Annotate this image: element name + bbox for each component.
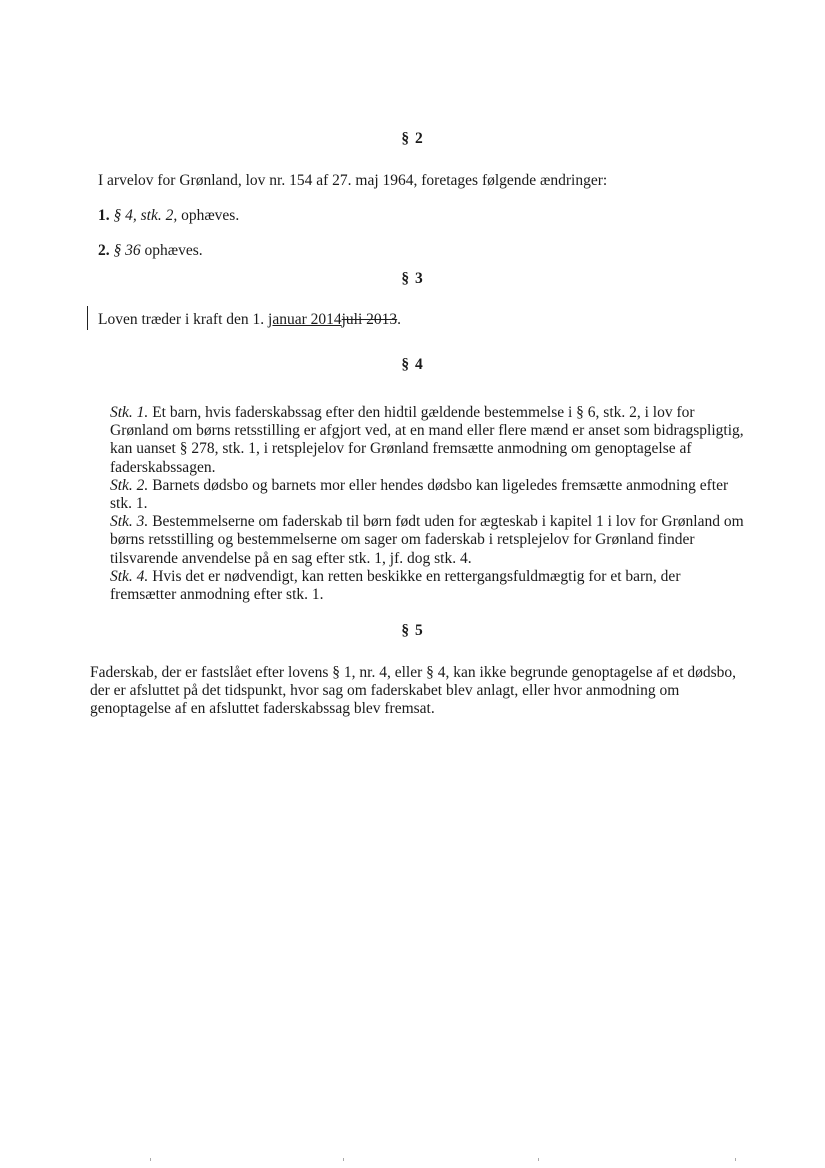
section-2-heading: § 2 [401, 130, 424, 147]
scan-artifact [735, 1158, 736, 1161]
stk-4-label: Stk. 4. [110, 567, 149, 585]
item-2-reference: § 36 [113, 242, 141, 259]
stk-2-label: Stk. 2. [110, 476, 149, 494]
item-2-text: ophæves. [140, 242, 203, 259]
stk-2-text: Barnets dødsbo og barnets mor eller hendes dødsbo kan ligeledes fremsætte anmodning efter stk. 1. [110, 476, 729, 513]
item-2-number: 2. [98, 242, 110, 259]
section-3-text-after: . [397, 311, 402, 328]
item-1-number: 1. [98, 207, 110, 224]
stk-1-label: Stk. 1. [110, 404, 149, 421]
amendment-item-2 [98, 242, 203, 260]
stk-4-paragraph [90, 568, 750, 604]
stk-1-paragraph [90, 404, 750, 477]
change-marker-bar [87, 306, 88, 330]
section-4-body [90, 404, 750, 604]
section-3-text [98, 311, 401, 329]
section-5-body [90, 664, 750, 719]
section-5-heading: § 5 [401, 622, 424, 639]
stk-3-label: Stk. 3. [110, 513, 149, 531]
section-2-intro: I arvelov for Grønland, lov nr. 154 af 27. maj 1964, foretages følgende ændringer: [98, 172, 608, 189]
stk-2-paragraph [90, 477, 750, 513]
stk-1-text: Et barn, hvis faderskabssag efter den hidtil gældende bestemmelse i § 6, stk. 2, i lov for Grønland om børns retsstilling er afgjort ved, at en mand eller flere mænd er anset som bidragspligtig, kan uanset § 278, stk. 1, i retsplejelov for Grønland fremsætte anmodning om genoptagelse af faderskabssagen. [110, 404, 744, 476]
scan-artifact [343, 1158, 344, 1161]
item-1-text: ophæves. [177, 207, 240, 224]
inserted-date: januar 2014 [268, 311, 342, 328]
item-1-reference: § 4, stk. 2, [113, 207, 178, 224]
stk-3-text: Bestemmelserne om faderskab til børn født uden for ægteskab i kapitel 1 i lov for Grønland om børns retsstilling og bestemmelserne om sager om faderskab i retsplejelov for Grønland finder tilsvarende anvendelse på en sag efter stk. 1, jf. dog stk. 4. [110, 513, 744, 567]
stk-3-paragraph [90, 513, 750, 568]
stk-4-text: Hvis det er nødvendigt, kan retten beskikke en rettergangsfuldmægtig for et barn, der fremsætter anmodning efter stk. 1. [110, 567, 681, 604]
section-4-heading: § 4 [401, 356, 424, 373]
section-3-text-before: Loven træder i kraft den 1. [98, 311, 269, 328]
scan-artifact [150, 1158, 151, 1161]
section-5-text: Faderskab, der er fastslået efter lovens § 1, nr. 4, eller § 4, kan ikke begrunde genoptagelse af et dødsbo, der er afsluttet på det tidspunkt, hvor sag om faderskabet blev anlagt, eller hvor anmodning om genoptagelse af en afsluttet faderskabssag blev fremsat. [90, 664, 737, 718]
section-3-heading: § 3 [401, 270, 424, 287]
deleted-date: juli 2013 [341, 311, 398, 328]
scan-artifact [538, 1158, 539, 1161]
amendment-item-1 [98, 207, 239, 225]
